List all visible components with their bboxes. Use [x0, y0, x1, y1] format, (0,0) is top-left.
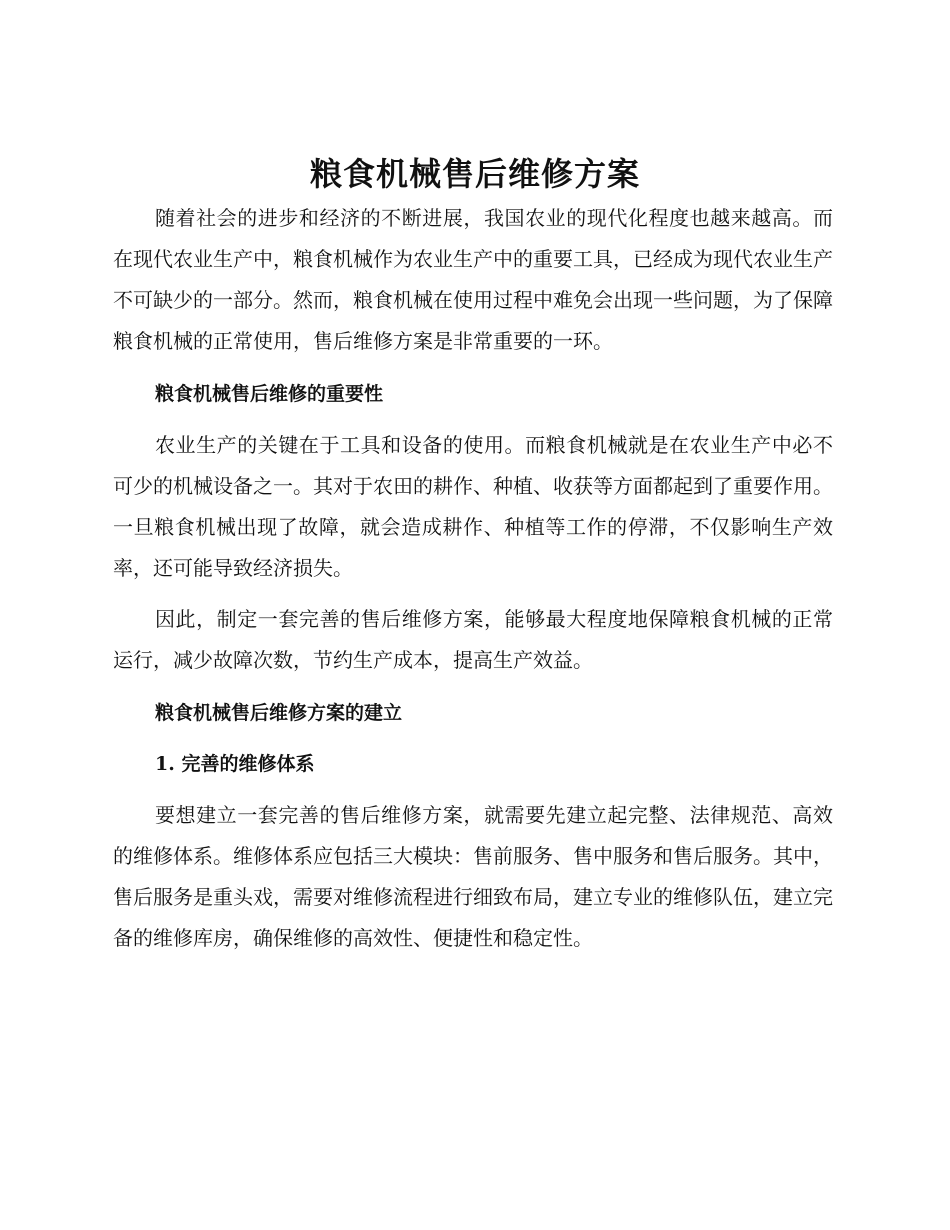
document-body	[113, 198, 833, 959]
subsection-heading-repair-system: 1. 完善的维修体系	[155, 753, 315, 775]
section-heading-importance: 粮食机械售后维修的重要性	[155, 383, 384, 405]
intro-paragraph: 随着社会的进步和经济的不断进展，我国农业的现代化程度也越来越高。而在现代农业生产中，粮食机械作为农业生产中的重要工具，已经成为现代农业生产不可缺少的一部分。然而，粮食机械在使用过程中难免会出现一些问题，为了保障粮食机械的正常使用，售后维修方案是非常重要的一环。	[113, 206, 833, 353]
document-title: 粮食机械售后维修方案	[309, 155, 640, 193]
repair-system-paragraph: 要想建立一套完善的售后维修方案，就需要先建立起完整、法律规范、高效的维修体系。维修体系应包括三大模块：售前服务、售中服务和售后服务。其中，售后服务是重头戏，需要对维修流程进行细致布局，建立专业的维修队伍，建立完备的维修库房，确保维修的高效性、便捷性和稳定性。	[113, 803, 833, 950]
section-heading-establishment: 粮食机械售后维修方案的建立	[155, 702, 403, 724]
importance-paragraph-2: 因此，制定一套完善的售后维修方案，能够最大程度地保障粮食机械的正常运行，减少故障次数，节约生产成本，提高生产效益。	[113, 607, 833, 672]
importance-paragraph-1: 农业生产的关键在于工具和设备的使用。而粮食机械就是在农业生产中必不可少的机械设备之一。其对于农田的耕作、种植、收获等方面都起到了重要作用。一旦粮食机械出现了故障，就会造成耕作、种植等工作的停滞，不仅影响生产效率，还可能导致经济损失。	[113, 433, 833, 580]
